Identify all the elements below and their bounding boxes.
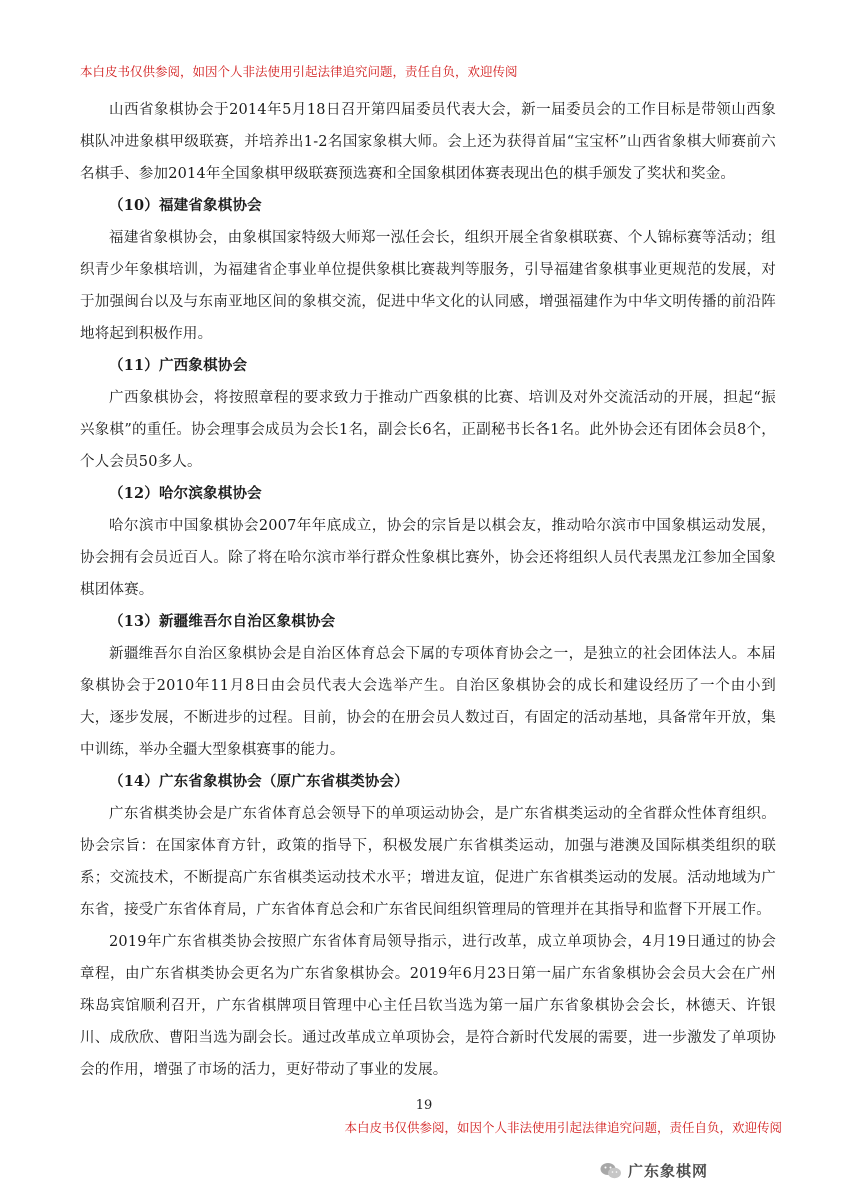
paragraph-shanxi: 山西省象棋协会于2014年5月18日召开第四届委员代表大会，新一届委员会的工作目标是带领山西象棋队冲进象棋甲级联赛，并培养出1-2名国家象棋大师。会上还为获得首届“宝宝杯”山西省象棋大师赛前六名棋手、参加2014年全国象棋甲级联赛预选赛和全国象棋团体赛表现出色的棋手颁发了奖状和奖金。 [80, 102, 776, 182]
heading-xinjiang: （13）新疆维吾尔自治区象棋协会 [109, 613, 336, 630]
paragraph-guangxi: 广西象棋协会，将按照章程的要求致力于推动广西象棋的比赛、培训及对外交流活动的开展，担起“振兴象棋”的重任。协会理事会成员为会长1名，副会长6名，正副秘书长各1名。此外协会还有团体会员8个，个人会员50多人。 [80, 390, 776, 470]
heading-guangxi: （11）广西象棋协会 [109, 357, 248, 374]
heading-guangdong: （14）广东省象棋协会（原广东省棋类协会） [109, 773, 409, 790]
paragraph-guangdong-1: 广东省棋类协会是广东省体育总会领导下的单项运动协会，是广东省棋类运动的全省群众性体育组织。协会宗旨：在国家体育方针，政策的指导下，积极发展广东省棋类运动，加强与港澳及国际棋类组织的联系；交流技术，不断提高广东省棋类运动技术水平；增进友谊，促进广东省棋类运动的发展。活动地域为广东省，接受广东省体育局，广东省体育总会和广东省民间组织管理局的管理并在其指导和监督下开展工作。 [80, 806, 776, 918]
body-content [80, 94, 776, 1086]
paragraph-xinjiang: 新疆维吾尔自治区象棋协会是自治区体育总会下属的专项体育协会之一，是独立的社会团体法人。本届象棋协会于2010年11月8日由会员代表大会选举产生。自治区象棋协会的成长和建设经历了一个由小到大，逐步发展，不断进步的过程。目前，协会的在册会员人数过百，有固定的活动基地，具备常年开放，集中训练，举办全疆大型象棋赛事的能力。 [80, 646, 776, 758]
paragraph-guangdong-2: 2019年广东省棋类协会按照广东省体育局领导指示，进行改革，成立单项协会，4月19日通过的协会章程，由广东省棋类协会更名为广东省象棋协会。2019年6月23日第一届广东省象棋协会会员大会在广州珠岛宾馆顺利召开，广东省棋牌项目管理中心主任吕钦当选为第一届广东省象棋协会会长，林德天、许银川、成欣欣、曹阳当选为副会长。通过改革成立单项协会，是符合新时代发展的需要，进一步激发了单项协会的作用，增强了市场的活力，更好带动了事业的发展。 [80, 934, 776, 1078]
disclaimer-top: 本白皮书仅供参阅，如因个人非法使用引起法律追究问题，责任自负，欢迎传阅 [80, 64, 518, 79]
heading-fujian: （10）福建省象棋协会 [109, 197, 262, 214]
watermark [600, 1160, 708, 1181]
disclaimer-bottom: 本白皮书仅供参阅，如因个人非法使用引起法律追究问题，责任自负，欢迎传阅 [344, 1120, 782, 1135]
heading-harbin: （12）哈尔滨象棋协会 [109, 485, 262, 502]
paragraph-fujian: 福建省象棋协会，由象棋国家特级大师郑一泓任会长，组织开展全省象棋联赛、个人锦标赛等活动；组织青少年象棋培训，为福建省企事业单位提供象棋比赛裁判等服务，引导福建省象棋事业更规范的发展，对于加强闽台以及与东南亚地区间的象棋交流，促进中华文化的认同感，增强福建作为中华文明传播的前沿阵地将起到积极作用。 [80, 230, 776, 342]
watermark-text: 广东象棋网 [627, 1162, 708, 1180]
paragraph-harbin: 哈尔滨市中国象棋协会2007年年底成立，协会的宗旨是以棋会友，推动哈尔滨市中国象棋运动发展，协会拥有会员近百人。除了将在哈尔滨市举行群众性象棋比赛外，协会还将组织人员代表黑龙江参加全国象棋团体赛。 [80, 518, 776, 598]
wechat-icon [600, 1162, 622, 1180]
page-number: 19 [415, 1098, 433, 1113]
